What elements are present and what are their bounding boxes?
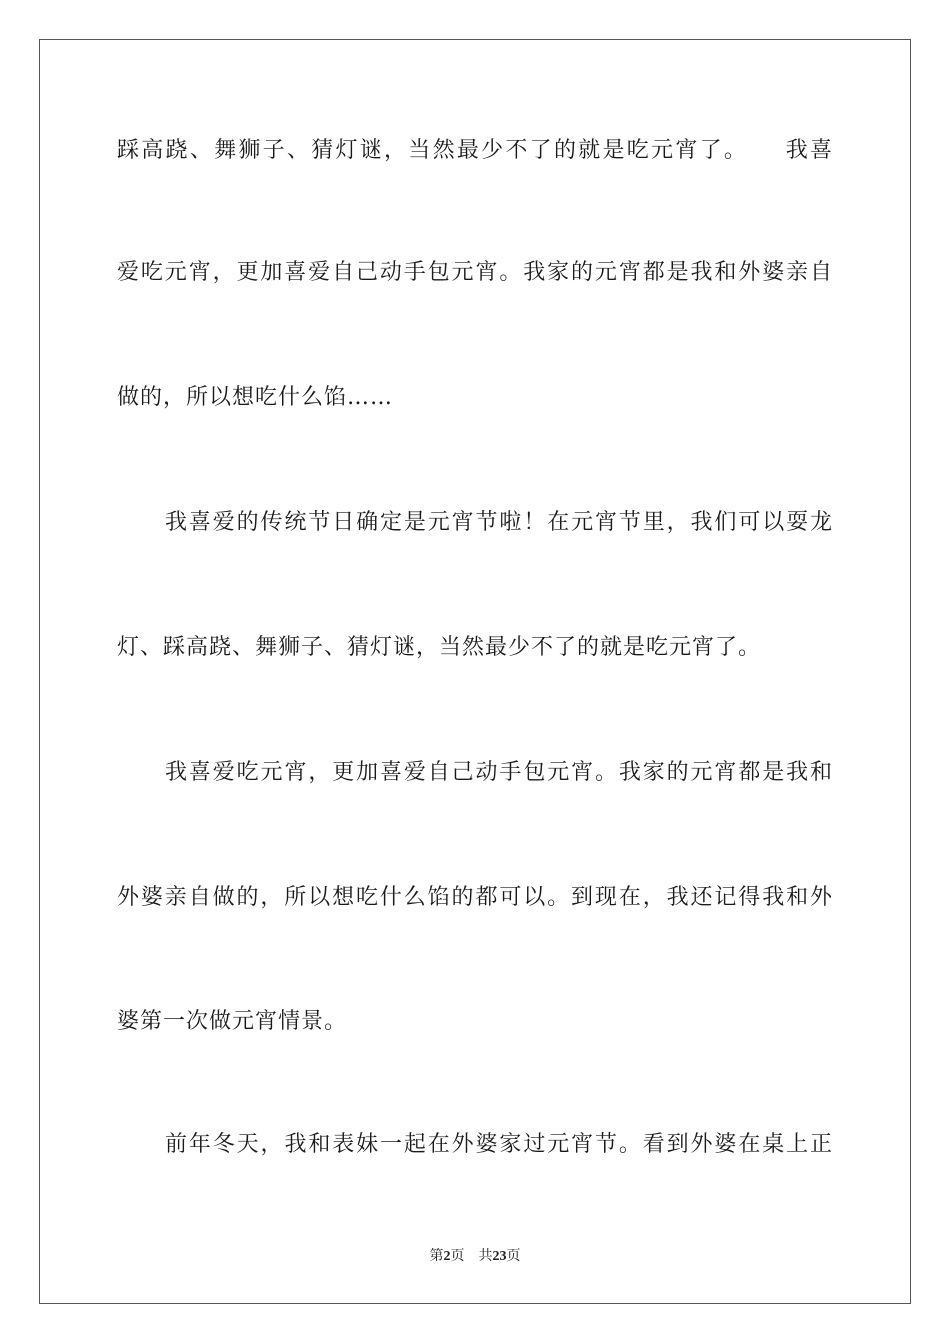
- footer-page-number: 2: [443, 1249, 451, 1264]
- text-line-8: 婆第一次做元宵情景。: [117, 1009, 348, 1034]
- text-line-7: 外婆亲自做的，所以想吃什么馅的都可以。到现在，我还记得我和外: [117, 885, 833, 910]
- footer-total-pages: 23: [492, 1249, 507, 1264]
- footer-page-suffix: 页: [450, 1248, 465, 1264]
- text-line-1: 踩高跷、舞狮子、猜灯谜，当然最少不了的就是吃元宵了。 我喜: [117, 138, 833, 163]
- page-footer: [0, 1246, 950, 1267]
- page-border: [39, 39, 911, 1304]
- text-line-6: 我喜爱吃元宵，更加喜爱自己动手包元宵。我家的元宵都是我和: [165, 760, 833, 785]
- text-line-2: 爱吃元宵，更加喜爱自己动手包元宵。我家的元宵都是我和外婆亲自: [117, 260, 833, 285]
- footer-total-prefix: 共: [478, 1248, 493, 1264]
- footer-page-prefix: 第: [429, 1248, 444, 1264]
- footer-total-suffix: 页: [506, 1248, 521, 1264]
- text-line-5: 灯、踩高跷、舞狮子、猜灯谜，当然最少不了的就是吃元宵了。: [117, 635, 762, 660]
- text-line-3: 做的，所以想吃什么馅……: [117, 385, 394, 410]
- text-line-9: 前年冬天，我和表妹一起在外婆家过元宵节。看到外婆在桌上正: [165, 1132, 833, 1157]
- text-line-4: 我喜爱的传统节日确定是元宵节啦！在元宵节里，我们可以耍龙: [165, 510, 833, 535]
